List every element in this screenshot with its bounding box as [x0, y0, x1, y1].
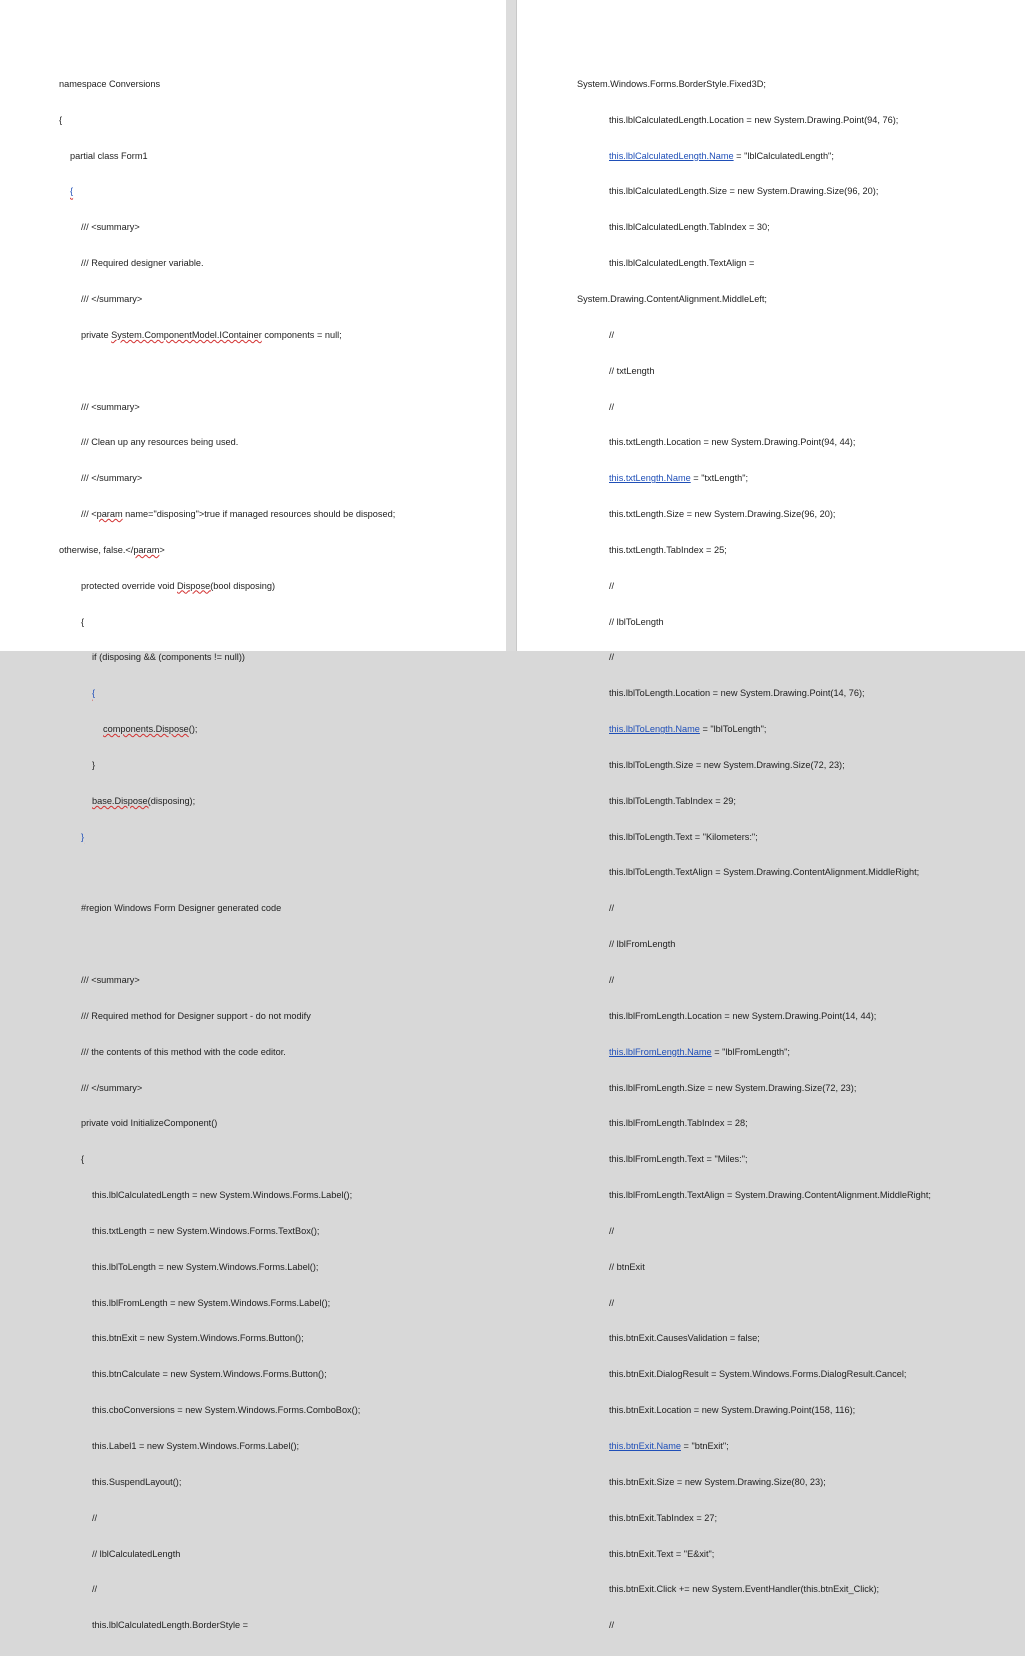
code-line: this.lblToLength = new System.Windows.Forms.Label();: [92, 1261, 319, 1272]
code-line: [59, 832, 395, 844]
code-line: {: [59, 114, 63, 125]
code-line: this.btnExit.DialogResult = System.Windows.Forms.DialogResult.Cancel;: [609, 1369, 907, 1380]
code-line: this.txtLength.TabIndex = 25;: [609, 544, 727, 555]
code-line: //: [609, 329, 615, 340]
code-line: this.lblCalculatedLength = new System.Windows.Forms.Label();: [92, 1190, 353, 1201]
spellcheck-mark: }: [81, 831, 85, 842]
hyperlink-text[interactable]: this.txtLength.Name: [609, 473, 691, 484]
spellcheck-mark: components.Dispose: [103, 724, 189, 735]
code-line: //: [92, 1584, 98, 1595]
hyperlink-text[interactable]: this.btnExit.Name: [609, 1440, 681, 1451]
code-text: protected override void: [81, 580, 178, 591]
code-text: otherwise, false.</: [59, 544, 134, 555]
code-line: [577, 724, 931, 736]
code-line: this.lblFromLength.TabIndex = 28;: [609, 1118, 748, 1129]
code-text: = "lblFromLength";: [711, 1046, 790, 1057]
code-line: [577, 1047, 931, 1059]
code-text: private: [81, 329, 112, 340]
code-line: this.btnCalculate = new System.Windows.Forms.Button();: [92, 1369, 327, 1380]
code-line: this.lblCalculatedLength.TabIndex = 30;: [609, 222, 770, 233]
code-line: [59, 796, 395, 808]
code-line: this.txtLength.Size = new System.Drawing.Size(96, 20);: [609, 509, 836, 520]
code-line: this.lblToLength.Location = new System.Drawing.Point(14, 76);: [609, 688, 865, 699]
code-text: = "btnExit";: [681, 1440, 729, 1451]
code-line: this.txtLength.Location = new System.Drawing.Point(94, 44);: [609, 437, 856, 448]
spellcheck-mark: {: [70, 186, 74, 197]
code-line: // btnExit: [609, 1261, 645, 1272]
code-line: [59, 186, 395, 198]
code-line: // txtLength: [609, 365, 655, 376]
code-text: /// <: [81, 509, 97, 520]
code-line: this.lblCalculatedLength.TextAlign =: [609, 258, 755, 269]
code-line: //: [609, 903, 615, 914]
code-text: = "lblCalculatedLength";: [733, 150, 834, 161]
code-text: bool disposing): [213, 580, 276, 591]
code-text: = "txtLength";: [690, 473, 749, 484]
code-text: components = null;: [261, 329, 342, 340]
code-line: [59, 724, 395, 736]
code-line: this.btnExit.CausesValidation = false;: [609, 1333, 760, 1344]
code-line: /// </summary>: [81, 473, 143, 484]
code-line: [59, 330, 395, 342]
code-line: System.Drawing.ContentAlignment.MiddleLeft;: [577, 293, 767, 304]
code-text: >: [159, 544, 165, 555]
code-line: this.lblCalculatedLength.Size = new System.Drawing.Size(96, 20);: [609, 186, 879, 197]
code-line: //: [609, 1620, 615, 1631]
code-line: partial class Form1: [70, 150, 148, 161]
code-text: ();: [188, 724, 198, 735]
spellcheck-mark: System.ComponentModel.IContainer: [111, 329, 262, 340]
code-line: //: [92, 1512, 98, 1523]
code-line: //: [609, 580, 615, 591]
code-line: /// Required method for Designer support - do not modify: [81, 1010, 311, 1021]
code-line: this.btnExit.TabIndex = 27;: [609, 1512, 718, 1523]
code-line: this.lblFromLength.TextAlign = System.Drawing.ContentAlignment.MiddleRight;: [609, 1190, 931, 1201]
spellcheck-mark: Dispose(: [177, 580, 214, 591]
code-line: this.lblCalculatedLength.BorderStyle =: [92, 1620, 249, 1631]
code-line: // lblFromLength: [609, 939, 676, 950]
code-line: this.Label1 = new System.Windows.Forms.Label();: [92, 1440, 300, 1451]
blank-line: [59, 939, 395, 951]
code-text: = "lblToLength";: [699, 724, 767, 735]
code-line: /// </summary>: [81, 293, 143, 304]
code-line: if (disposing && (components != null)): [92, 652, 245, 663]
code-block-right: [577, 55, 931, 1656]
hyperlink-text[interactable]: this.lblToLength.Name: [609, 724, 700, 735]
code-line: // lblCalculatedLength: [92, 1548, 181, 1559]
code-line: /// <summary>: [81, 401, 140, 412]
spellcheck-mark: {: [92, 688, 96, 699]
code-line: namespace Conversions: [59, 78, 161, 89]
code-block-left: [59, 55, 395, 1656]
code-line: System.Windows.Forms.BorderStyle.Fixed3D;: [577, 78, 766, 89]
code-line: [59, 581, 395, 593]
code-line: this.SuspendLayout();: [92, 1476, 182, 1487]
spellcheck-mark: param: [96, 509, 123, 520]
code-line: /// the contents of this method with the code editor.: [81, 1046, 286, 1057]
code-line: }: [92, 759, 96, 770]
code-line: /// <summary>: [81, 222, 140, 233]
code-line: {: [81, 616, 85, 627]
code-line: this.lblFromLength.Location = new System.Drawing.Point(14, 44);: [609, 1010, 877, 1021]
code-line: this.btnExit.Size = new System.Drawing.Size(80, 23);: [609, 1476, 826, 1487]
code-line: this.btnExit.Text = "E&xit";: [609, 1548, 715, 1559]
code-line: [59, 545, 395, 557]
document-page-left: [0, 0, 506, 1631]
code-line: [577, 473, 931, 485]
code-line: //: [609, 1225, 615, 1236]
code-line: // lblToLength: [609, 616, 664, 627]
code-line: /// <summary>: [81, 975, 140, 985]
code-line: [577, 151, 931, 163]
spellcheck-mark: base.Dispose(: [92, 795, 151, 806]
code-line: //: [609, 652, 615, 663]
code-line: this.lblFromLength.Size = new System.Drawing.Size(72, 23);: [609, 1082, 857, 1093]
code-line: //: [609, 975, 615, 985]
code-line: [59, 688, 395, 700]
code-line: this.lblFromLength.Text = "Miles:";: [609, 1154, 748, 1165]
code-line: this.btnExit = new System.Windows.Forms.Button();: [92, 1333, 304, 1344]
code-text: name="disposing">true if managed resources should be disposed;: [122, 509, 396, 520]
blank-line: [59, 366, 395, 378]
code-line: this.btnExit.Click += new System.EventHandler(this.btnExit_Click);: [609, 1584, 880, 1595]
code-line: private void InitializeComponent(): [81, 1118, 218, 1129]
code-line: this.lblFromLength = new System.Windows.Forms.Label();: [92, 1297, 331, 1308]
code-line: [59, 509, 395, 521]
code-line: /// Clean up any resources being used.: [81, 437, 239, 448]
code-line: /// </summary>: [81, 1082, 143, 1093]
code-line: this.lblToLength.TabIndex = 29;: [609, 795, 736, 806]
blank-line: [59, 867, 395, 879]
code-line: //: [609, 1297, 615, 1308]
hyperlink-text[interactable]: this.lblCalculatedLength.Name: [609, 150, 734, 161]
code-line: this.lblCalculatedLength.Location = new System.Drawing.Point(94, 76);: [609, 114, 899, 125]
page-gutter: [506, 0, 516, 651]
code-line: this.lblToLength.Size = new System.Drawing.Size(72, 23);: [609, 759, 845, 770]
code-line: #region Windows Form Designer generated code: [81, 903, 282, 914]
document-page-right: [516, 0, 1025, 1631]
code-line: {: [81, 1154, 85, 1165]
hyperlink-text[interactable]: this.lblFromLength.Name: [609, 1046, 712, 1057]
code-line: //: [609, 401, 615, 412]
code-line: this.btnExit.Location = new System.Drawing.Point(158, 116);: [609, 1405, 856, 1416]
code-line: [577, 1441, 931, 1453]
code-text: disposing);: [150, 795, 196, 806]
spellcheck-mark: param: [133, 544, 160, 555]
code-line: this.txtLength = new System.Windows.Forms.TextBox();: [92, 1225, 320, 1236]
code-line: this.lblToLength.TextAlign = System.Drawing.ContentAlignment.MiddleRight;: [609, 867, 920, 878]
code-line: this.cboConversions = new System.Windows.Forms.ComboBox();: [92, 1405, 361, 1416]
code-line: /// Required designer variable.: [81, 258, 204, 269]
code-line: this.lblToLength.Text = "Kilometers:";: [609, 831, 758, 842]
